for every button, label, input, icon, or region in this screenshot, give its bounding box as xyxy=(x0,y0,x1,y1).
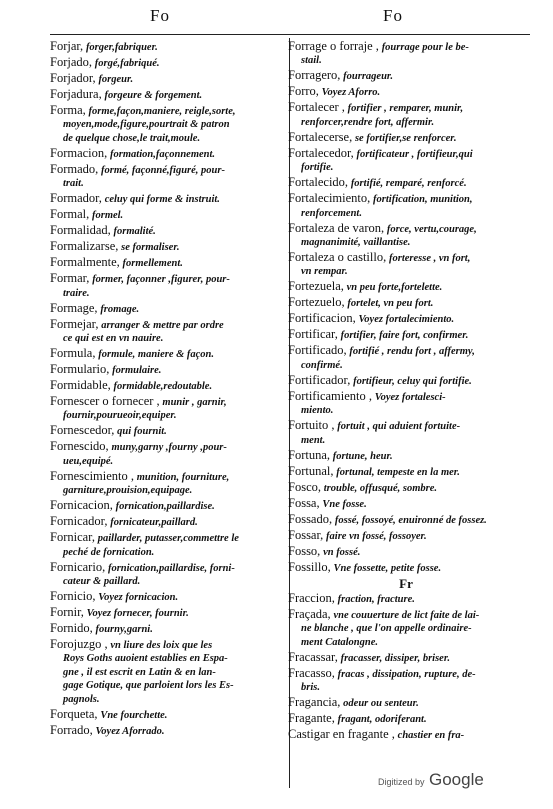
entry-definition: paillarder, putasser,commettre le xyxy=(97,533,239,545)
entry-definition: formidable,redoutable. xyxy=(113,381,213,393)
entry-definition: force, vertu,courage, xyxy=(386,223,477,235)
entry-continuation: fortifie. xyxy=(301,162,334,174)
entry-definition: fortificateur , fortifieur,qui xyxy=(356,148,473,160)
entry-continuation: peché de fornication. xyxy=(63,546,155,558)
dictionary-entry xyxy=(50,561,286,589)
entry-continuation: de quelque chose,le trait,moule. xyxy=(63,132,201,144)
dictionary-entry xyxy=(50,318,286,346)
entry-definition: arranger & mettre par ordre xyxy=(101,319,224,331)
entry-definition: forteresse , vn fort, xyxy=(388,253,471,265)
entry-definition: Vne fourchette. xyxy=(100,709,168,721)
entry-headword: Formador, xyxy=(50,191,102,206)
dictionary-entry xyxy=(288,608,524,649)
entry-continuation: stail. xyxy=(301,55,322,67)
entry-headword: Fortificado, xyxy=(288,343,347,358)
entry-definition: formalité. xyxy=(113,226,156,238)
section-heading-fr: Fr xyxy=(399,575,413,591)
dictionary-entry xyxy=(288,390,524,418)
entry-continuation: bris. xyxy=(301,682,320,694)
entry-definition: fromage. xyxy=(100,303,140,315)
dictionary-entry xyxy=(50,424,286,438)
entry-headword: Formalizarse, xyxy=(50,239,119,254)
right-entries-fo xyxy=(288,40,524,575)
entry-definition: fracas , dissipation, rupture, de- xyxy=(337,668,476,680)
entry-headword: Fornescido, xyxy=(50,439,109,454)
dictionary-entry xyxy=(288,251,524,279)
entry-headword: Formejar, xyxy=(50,316,99,331)
entry-continuation: gne , il est escrit en Latin & en lan- xyxy=(63,666,216,678)
dictionary-entry xyxy=(288,728,524,742)
entry-continuation: Roys Goths auoient establies en Espa- xyxy=(63,653,228,665)
entry-headword: Fraccion, xyxy=(288,591,335,606)
entry-definition: forger,fabriquer. xyxy=(85,42,158,53)
dictionary-entry xyxy=(50,363,286,377)
dictionary-entry xyxy=(288,592,524,606)
entry-definition: vn fossé. xyxy=(323,546,361,558)
entry-definition: fornication,paillardise. xyxy=(115,501,215,513)
entry-headword: Forjar, xyxy=(50,39,84,53)
entry-definition: formel. xyxy=(91,210,124,222)
entry-definition: Voyez fornecer, fournir. xyxy=(86,608,189,620)
entry-headword: Formidable, xyxy=(50,378,111,393)
dictionary-entry xyxy=(50,256,286,270)
entry-continuation: moyen,mode,figure,pourtrait & patron xyxy=(63,119,230,131)
dictionary-entry xyxy=(288,312,524,326)
entry-definition: fracasser, dissiper, briser. xyxy=(340,652,450,664)
entry-continuation: magnanimité, vaillantise. xyxy=(301,237,411,249)
entry-definition: fortifier , remparer, munir, xyxy=(347,103,464,115)
entry-definition: fortelet, vn peu fort. xyxy=(347,298,434,310)
entry-headword: Fortalecerse, xyxy=(288,129,353,144)
entry-headword: Fortezuelo, xyxy=(288,295,345,310)
dictionary-entry xyxy=(288,712,524,726)
entry-headword: Fracasso, xyxy=(288,665,335,680)
entry-headword: Fortificacion, xyxy=(288,311,356,326)
entry-definition: munir , garnir, xyxy=(162,397,227,409)
entry-continuation: renforcement. xyxy=(301,207,362,219)
entry-headword: Formulario, xyxy=(50,362,110,377)
entry-headword: Fornicador, xyxy=(50,514,108,529)
dictionary-entry xyxy=(288,280,524,294)
dictionary-entry xyxy=(288,176,524,190)
entry-headword: Fornido, xyxy=(50,621,93,636)
dictionary-entry xyxy=(288,561,524,575)
entry-headword: Fortaleza de varon, xyxy=(288,220,385,235)
page-header xyxy=(0,0,553,40)
dictionary-entry xyxy=(288,101,524,129)
entry-definition: odeur ou senteur. xyxy=(343,698,419,710)
entry-definition: fortune, heur. xyxy=(332,450,393,462)
entry-definition: Voyez fortalesci- xyxy=(374,391,446,403)
entry-definition: fourrageur. xyxy=(343,71,394,83)
entry-definition: forgeur. xyxy=(98,74,134,85)
entry-definition: fortifieur, celuy qui fortifie. xyxy=(353,375,472,387)
right-entries-fr xyxy=(288,592,524,743)
entry-definition: faire vn fossé, fossoyer. xyxy=(326,530,427,542)
entry-definition: formation,façonnement. xyxy=(110,148,216,160)
entry-headword: Fracassar, xyxy=(288,649,338,664)
entry-headword: Forrage o forraje , xyxy=(288,39,379,53)
entry-headword: Fortalecedor, xyxy=(288,145,354,160)
entry-headword: Fragante, xyxy=(288,711,335,726)
entry-headword: Fraçada, xyxy=(288,607,331,622)
dictionary-entry xyxy=(50,638,286,706)
entry-headword: Formacion, xyxy=(50,145,108,160)
google-logo-text: Google xyxy=(428,770,484,789)
entry-headword: Fortificador, xyxy=(288,372,351,387)
dictionary-entry xyxy=(50,40,286,54)
entry-definition: formulaire. xyxy=(112,365,162,377)
dictionary-entry xyxy=(50,208,286,222)
entry-definition: fraction, fracture. xyxy=(337,594,415,606)
dictionary-entry xyxy=(288,328,524,342)
entry-definition: fornicateur,paillard. xyxy=(110,517,198,529)
right-running-head: Fo xyxy=(383,6,403,25)
entry-headword: Forma, xyxy=(50,103,86,117)
entry-definition: fourny,garni. xyxy=(95,624,153,636)
dictionary-entry xyxy=(288,529,524,543)
entry-definition: muny,garny ,fourny ,pour- xyxy=(111,442,227,454)
dictionary-entry xyxy=(288,147,524,175)
dictionary-entry xyxy=(50,499,286,513)
entry-headword: Formalidad, xyxy=(50,223,111,238)
dictionary-entry xyxy=(50,147,286,161)
entry-continuation: confirmé. xyxy=(301,359,343,371)
entry-headword: Formado, xyxy=(50,161,99,176)
entry-definition: Voyez fornicacion. xyxy=(98,592,179,604)
dictionary-entry xyxy=(50,395,286,423)
entry-headword: Fossado, xyxy=(288,511,333,526)
entry-headword: Forojuzgo , xyxy=(50,637,108,652)
entry-definition: Voyez fortalecimiento. xyxy=(358,314,455,326)
entry-headword: Forjadura, xyxy=(50,87,102,101)
entry-continuation: miento. xyxy=(301,405,334,417)
dictionary-entry xyxy=(288,497,524,511)
entry-definition: forgeure & forgement. xyxy=(104,90,203,101)
entry-definition: fortuit , qui aduient fortuite- xyxy=(337,421,461,433)
dictionary-entry xyxy=(50,224,286,238)
dictionary-entry xyxy=(50,192,286,206)
dictionary-entry xyxy=(288,481,524,495)
entry-headword: Castigar en fragante , xyxy=(288,727,395,742)
dictionary-entry xyxy=(50,104,286,145)
dictionary-entry xyxy=(50,440,286,468)
dictionary-entry xyxy=(50,302,286,316)
entry-headword: Fornicacion, xyxy=(50,498,113,513)
left-running-head: Fo xyxy=(150,6,170,25)
dictionary-entry xyxy=(288,449,524,463)
entry-continuation: ueu,equipé. xyxy=(63,455,114,467)
entry-headword: Fortunal, xyxy=(288,463,334,478)
entry-headword: Fornescer o fornecer , xyxy=(50,394,160,409)
dictionary-entry xyxy=(50,470,286,498)
dictionary-entry xyxy=(50,515,286,529)
watermark-prefix: Digitized by xyxy=(378,777,425,787)
entry-headword: Fornir, xyxy=(50,605,84,620)
dictionary-entry xyxy=(50,531,286,559)
entry-headword: Forjador, xyxy=(50,71,96,85)
entry-continuation: traire. xyxy=(63,287,90,299)
entry-definition: fortifié, remparé, renforcé. xyxy=(350,178,467,190)
entry-continuation: gage Gotique, que parloient lors les Es- xyxy=(63,680,234,692)
dictionary-entry xyxy=(288,296,524,310)
entry-definition: Vne fossette, petite fosse. xyxy=(333,562,442,574)
dictionary-entry xyxy=(288,40,524,68)
entry-continuation: trait. xyxy=(63,178,84,190)
entry-definition: former, façonner ,figurer, pour- xyxy=(92,274,230,286)
entry-headword: Forro, xyxy=(288,84,319,99)
entry-definition: formellement. xyxy=(122,258,183,270)
entry-definition: fossé, fossoyé, enuironné de fossez. xyxy=(334,514,487,526)
dictionary-entry xyxy=(288,545,524,559)
dictionary-entry xyxy=(288,69,524,83)
dictionary-entry xyxy=(50,56,286,70)
entry-definition: fortunal, tempeste en la mer. xyxy=(336,466,460,478)
entry-definition: forgé,fabriqué. xyxy=(94,58,160,69)
entry-headword: Fossar, xyxy=(288,527,324,542)
header-rule xyxy=(50,34,530,35)
dictionary-entry xyxy=(288,374,524,388)
entry-headword: Fossa, xyxy=(288,495,320,510)
dictionary-entry xyxy=(288,651,524,665)
entry-definition: Voyez Aforrado. xyxy=(95,725,165,737)
entry-continuation: ne blanche , que l'on appelle ordinaire- xyxy=(301,623,472,635)
entry-continuation: fournir,pourueoir,equiper. xyxy=(63,410,177,422)
entry-definition: Voyez Aforro. xyxy=(321,87,381,99)
dictionary-entry xyxy=(50,272,286,300)
entry-headword: Fossillo, xyxy=(288,559,331,574)
entry-definition: qui fournit. xyxy=(117,426,167,438)
entry-definition: vn liure des loix que les xyxy=(110,640,213,652)
dictionary-entry xyxy=(50,163,286,191)
entry-definition: fortifié , rendu fort , affermy, xyxy=(349,346,475,358)
entry-headword: Formula, xyxy=(50,346,96,361)
dictionary-entry xyxy=(288,344,524,372)
entry-definition: fortification, munition, xyxy=(373,194,473,206)
entry-continuation: vn rempar. xyxy=(301,266,348,278)
entry-headword: Forragero, xyxy=(288,68,341,83)
dictionary-entry xyxy=(50,724,286,738)
entry-continuation: ment Catalongne. xyxy=(301,636,379,648)
entry-continuation: garniture,prouision,equipage. xyxy=(63,485,193,497)
entry-headword: Fornescedor, xyxy=(50,423,115,438)
entry-definition: se formaliser. xyxy=(121,242,180,254)
entry-headword: Fornicar, xyxy=(50,530,95,545)
dictionary-entry xyxy=(50,606,286,620)
entry-headword: Fortuito , xyxy=(288,418,335,433)
entry-headword: Fornicario, xyxy=(50,559,106,574)
entry-definition: fortifier, faire fort, confirmer. xyxy=(340,330,469,342)
entry-definition: Vne fosse. xyxy=(322,498,367,510)
dictionary-entry xyxy=(50,708,286,722)
entry-headword: Fortalecido, xyxy=(288,175,349,190)
entry-headword: Fornicio, xyxy=(50,589,96,604)
right-column xyxy=(288,40,524,744)
entry-headword: Forjado, xyxy=(50,55,93,69)
entry-headword: Fortaleza o castillo, xyxy=(288,250,387,265)
entry-definition: formé, façonné,figuré, pour- xyxy=(101,164,225,176)
entry-headword: Formar, xyxy=(50,271,90,286)
entry-definition: vn peu forte,fortelette. xyxy=(346,282,443,294)
entry-definition: trouble, offusqué, sombre. xyxy=(323,482,438,494)
dictionary-entry xyxy=(288,465,524,479)
entry-definition: vne couuerture de lict faite de lai- xyxy=(333,610,480,622)
entry-headword: Formalmente, xyxy=(50,255,120,270)
entry-headword: Formal, xyxy=(50,207,90,222)
entry-headword: Fornescimiento , xyxy=(50,468,135,483)
dictionary-entry xyxy=(288,131,524,145)
dictionary-entry xyxy=(50,240,286,254)
dictionary-entry xyxy=(288,667,524,695)
entry-headword: Fortalecimiento, xyxy=(288,191,371,206)
entry-definition: forme,façon,maniere, reigle,sorte, xyxy=(88,106,236,117)
digitized-watermark xyxy=(378,770,484,790)
dictionary-entry xyxy=(50,347,286,361)
entry-definition: fornication,paillardise, forni- xyxy=(107,562,235,574)
entry-continuation: pagnols. xyxy=(63,693,100,705)
entry-headword: Fortuna, xyxy=(288,447,331,462)
entry-definition: se fortifier,se renforcer. xyxy=(354,132,457,144)
left-column xyxy=(50,40,286,740)
dictionary-entry xyxy=(50,622,286,636)
entry-definition: formule, maniere & façon. xyxy=(98,349,215,361)
entry-continuation: ce qui est en vn nauire. xyxy=(63,333,164,345)
entry-definition: fragant, odoriferant. xyxy=(337,714,427,726)
entry-headword: Fosso, xyxy=(288,543,321,558)
dictionary-entry xyxy=(288,85,524,99)
entry-definition: chastier en fra- xyxy=(397,730,465,742)
entry-headword: Fortezuela, xyxy=(288,279,344,294)
entry-headword: Fosco, xyxy=(288,479,321,494)
entry-definition: celuy qui forme & instruit. xyxy=(104,194,220,206)
dictionary-entry xyxy=(288,419,524,447)
entry-continuation: cateur & paillard. xyxy=(63,576,141,588)
dictionary-entry xyxy=(288,513,524,527)
dictionary-entry xyxy=(50,88,286,102)
entry-headword: Fortificar, xyxy=(288,327,338,342)
entry-headword: Formage, xyxy=(50,300,98,315)
entry-definition: munition, fourniture, xyxy=(136,471,230,483)
entry-headword: Forrado, xyxy=(50,722,93,737)
dictionary-entry xyxy=(288,192,524,220)
entry-headword: Fortificamiento , xyxy=(288,388,373,403)
dictionary-entry xyxy=(50,72,286,86)
dictionary-entry xyxy=(288,222,524,250)
entry-headword: Fortalecer , xyxy=(288,100,345,115)
entry-definition: fourrage pour le be- xyxy=(381,42,469,53)
entry-headword: Forqueta, xyxy=(50,706,98,721)
entry-headword: Fragancia, xyxy=(288,695,341,710)
dictionary-entry xyxy=(50,590,286,604)
entry-continuation: ment. xyxy=(301,434,326,446)
entry-continuation: renforcer,rendre fort, affermir. xyxy=(301,116,435,128)
dictionary-entry xyxy=(288,696,524,710)
dictionary-entry xyxy=(50,379,286,393)
